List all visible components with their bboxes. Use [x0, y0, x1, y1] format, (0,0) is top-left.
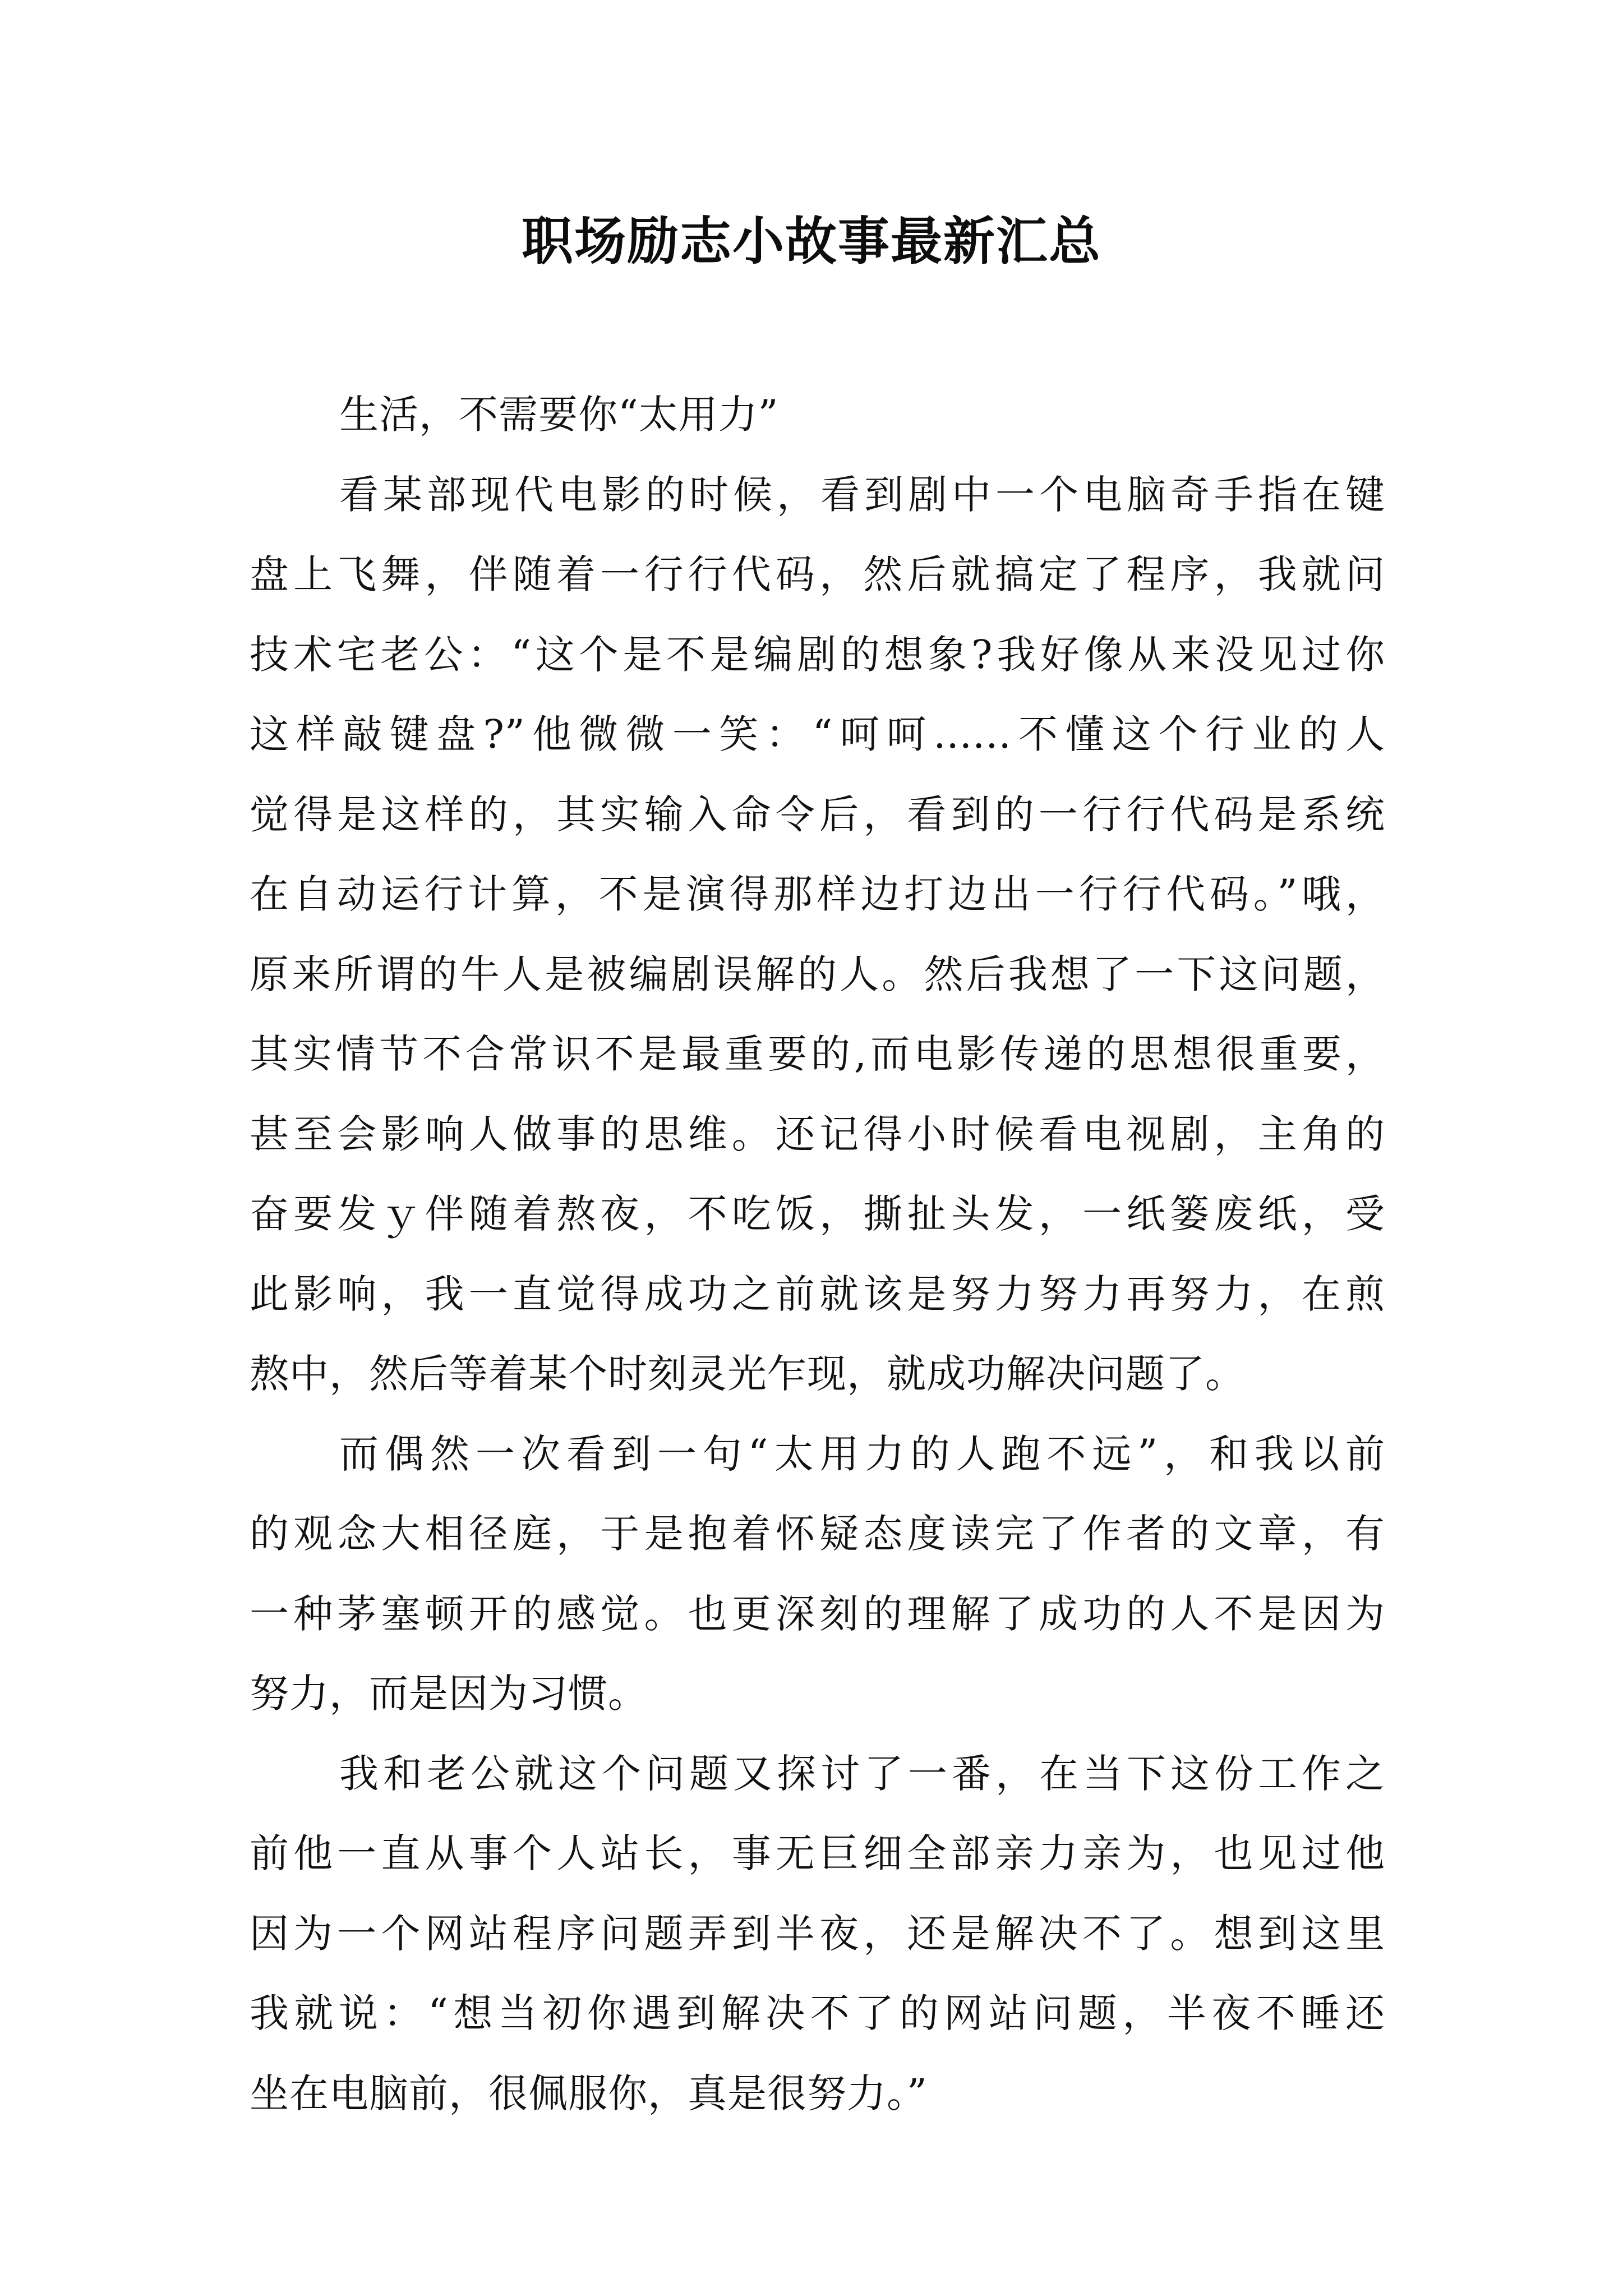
text-line: 在自动运行计算，不是演得那样边打边出一行行代码。”哦，	[250, 871, 1385, 917]
text-line: 奋要发ｙ伴随着熬夜，不吃饭，撕扯头发，一纸篓废纸，受	[250, 1191, 1385, 1237]
text-line: 我和老公就这个问题又探讨了一番，在当下这份工作之	[339, 1750, 1385, 1797]
text-line: 努力，而是因为习惯。	[250, 1671, 648, 1717]
text-line: 坐在电脑前，很佩服你，真是很努力。”	[250, 2070, 928, 2116]
text-line: 甚至会影响人做事的思维。还记得小时候看电视剧，主角的	[250, 1111, 1385, 1157]
text-line: 的观念大相径庭，于是抱着怀疑态度读完了作者的文章，有	[250, 1511, 1385, 1557]
text-line: 其实情节不合常识不是最重要的,而电影传递的思想很重要，	[250, 1031, 1385, 1077]
text-line: 这样敲键盘?”他微微一笑：“呵呵......不懂这个行业的人	[250, 711, 1385, 757]
text-line: 前他一直从事个人站长，事无巨细全部亲力亲为，也见过他	[250, 1830, 1385, 1876]
text-line: 我就说：“想当初你遇到解决不了的网站问题，半夜不睡还	[250, 1990, 1385, 2036]
text-line: 而偶然一次看到一句“太用力的人跑不远”，和我以前	[339, 1430, 1385, 1477]
text-line: 因为一个网站程序问题弄到半夜，还是解决不了。想到这里	[250, 1910, 1385, 1957]
text-line: 一种茅塞顿开的感觉。也更深刻的理解了成功的人不是因为	[250, 1590, 1385, 1637]
text-line: 熬中，然后等着某个时刻灵光乍现，就成功解决问题了。	[250, 1351, 1245, 1397]
text-line: 此影响，我一直觉得成功之前就该是努力努力再努力，在煎	[250, 1271, 1385, 1317]
document-body	[250, 375, 1385, 2133]
document-title: 职场励志小故事最新汇总	[521, 211, 1101, 272]
text-line: 觉得是这样的，其实输入命令后，看到的一行行代码是系统	[250, 791, 1385, 838]
text-line: 技术宅老公：“这个是不是编剧的想象?我好像从来没见过你	[250, 631, 1385, 678]
text-line: 看某部现代电影的时候，看到剧中一个电脑奇手指在键	[339, 471, 1385, 518]
text-line: 盘上飞舞，伴随着一行行代码，然后就搞定了程序，我就问	[250, 551, 1385, 597]
text-line: 原来所谓的牛人是被编剧误解的人。然后我想了一下这问题，	[250, 951, 1385, 997]
text-line: 生活，不需要你“太用力”	[339, 392, 779, 438]
